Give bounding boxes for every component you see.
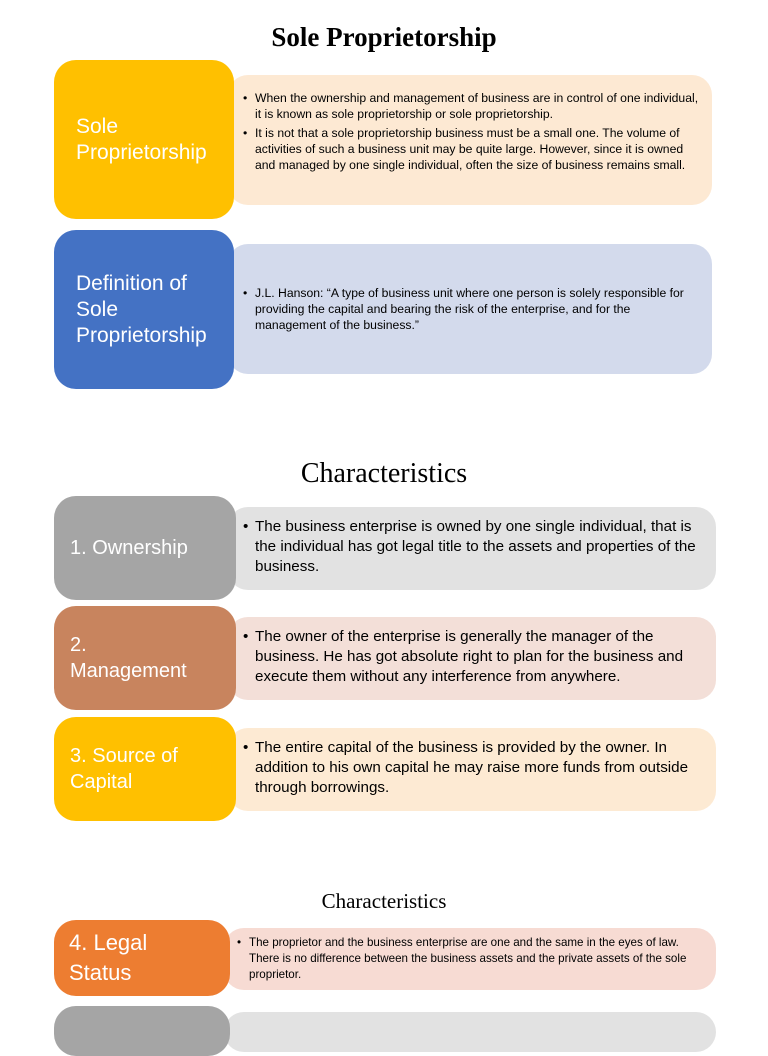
bullet-item: • It is not that a sole proprietorship business must be a small one. The volume of activities of such a business unit may be quite large. However, since it is owned and managed by one single individual, often the size of business remains small. <box>240 125 700 173</box>
bullet-item: • The business enterprise is owned by one single individual, that is the individual has got legal title to the assets and properties of the business. <box>240 517 706 577</box>
page-title: Sole Proprietorship <box>271 22 497 52</box>
ownership-label: 1. Ownership <box>54 496 236 600</box>
legal-status-label: 4. Legal Status <box>54 920 230 996</box>
source-of-capital-label: 3. Source of Capital <box>54 717 236 821</box>
ownership-panel <box>228 507 716 590</box>
section-heading-characteristics: Characteristics <box>300 458 468 489</box>
sole-proprietorship-panel <box>228 75 712 205</box>
management-label: 2. Management <box>54 606 236 710</box>
legal-status-panel <box>224 928 716 990</box>
definition-label: Definition of Sole Proprietorship <box>54 230 234 389</box>
bullet-item: • The proprietor and the business enterprise are one and the same in the eyes of law. There is no difference between the business assets and the private assets of the sole proprietor. <box>234 935 706 983</box>
next-label-partial <box>54 1006 230 1056</box>
bullet-item: • The entire capital of the business is provided by the owner. In addition to his own capital he may raise more funds from outside through borrowings. <box>240 738 706 798</box>
source-of-capital-panel <box>228 728 716 811</box>
definition-panel <box>228 244 712 374</box>
sole-proprietorship-label: Sole Proprietorship <box>54 60 234 219</box>
bullet-item: • The owner of the enterprise is generally the manager of the business. He has got absolute right to plan for the business and execute them without any interference from anywhere. <box>240 627 706 687</box>
management-panel <box>228 617 716 700</box>
bullet-item: • J.L. Hanson: “A type of business unit where one person is solely responsible for providing the capital and bearing the risk of the enterprise, and for the management of the business.” <box>240 285 700 333</box>
bullet-item: • When the ownership and management of business are in control of one individual, it is known as sole proprietorship or sole proprietorship. <box>240 90 700 122</box>
next-panel-partial <box>224 1012 716 1052</box>
section-heading-characteristics-continued: Characteristics <box>321 889 447 913</box>
